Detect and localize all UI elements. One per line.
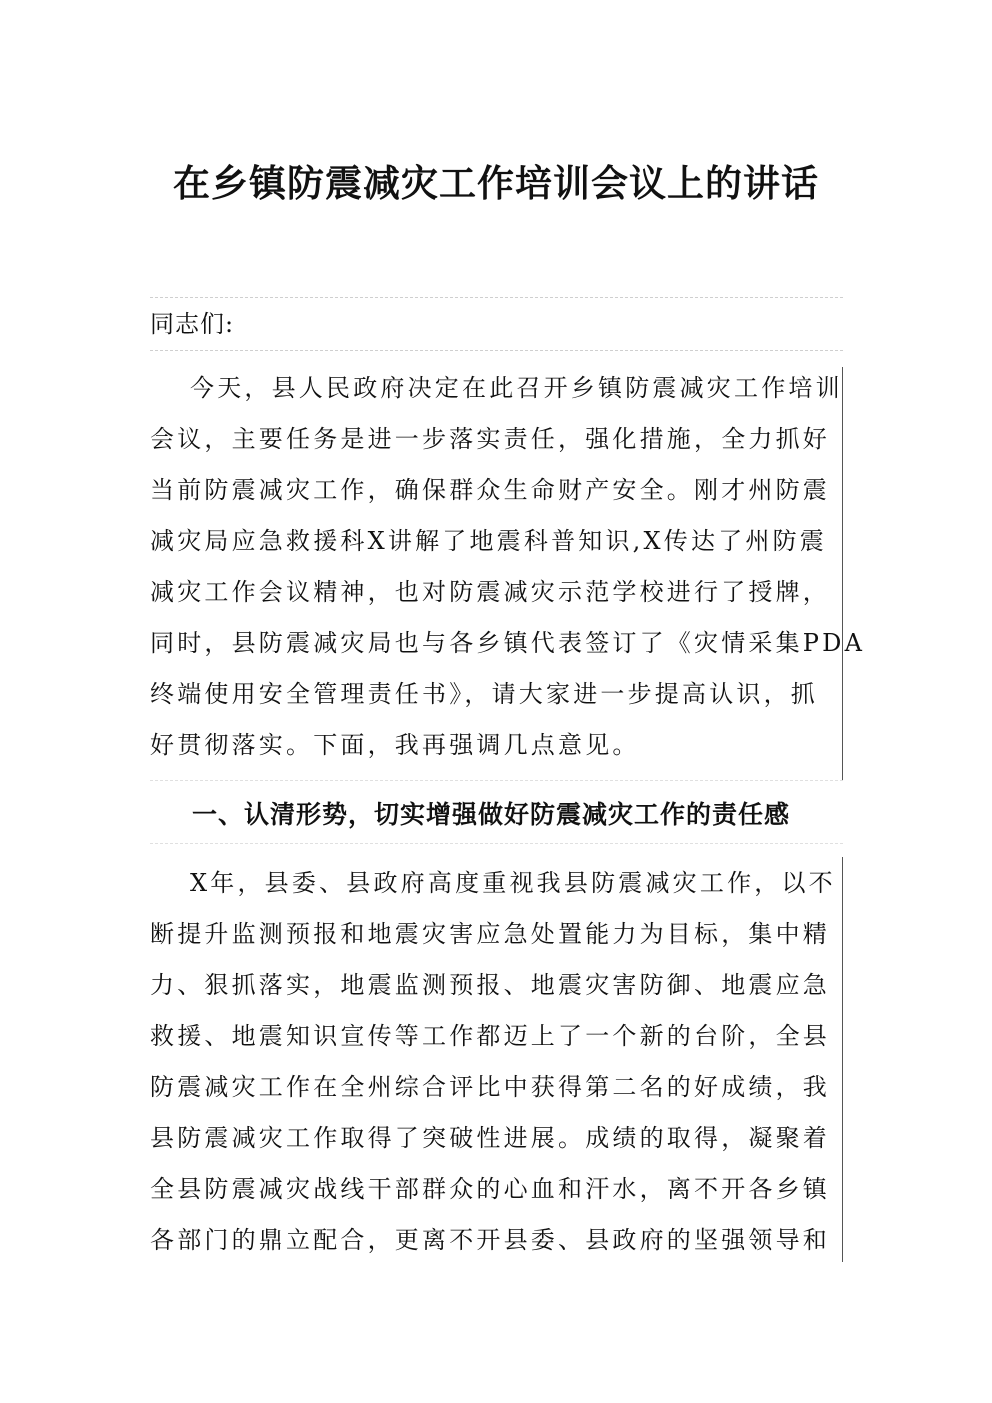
section-heading: 一、认清形势，切实增强做好防震减灾工作的责任感 [192, 800, 791, 829]
text-line: 力、狠抓落实，地震监测预报、地震灾害防御、地震应急 [150, 971, 830, 999]
paragraph-achievements [150, 857, 843, 1262]
text-line: 今天，县人民政府决定在此召开乡镇防震减灾工作培训 [190, 374, 843, 402]
text-line: 好贯彻落实。下面，我再强调几点意见。 [150, 731, 640, 759]
document-title: 在乡镇防震减灾工作培训会议上的讲话 [173, 161, 819, 205]
salutation-block [150, 297, 843, 351]
paragraph-intro [150, 367, 866, 781]
text-line: 防震减灾工作在全州综合评比中获得第二名的好成绩，我 [150, 1073, 830, 1101]
text-line: 全县防震减灾战线干部群众的心血和汗水，离不开各乡镇 [150, 1175, 830, 1203]
text-line: 当前防震减灾工作，确保群众生命财产安全。刚才州防震 [150, 476, 830, 504]
text-line: 县防震减灾工作取得了突破性进展。成绩的取得，凝聚着 [150, 1124, 830, 1152]
section-heading-block [150, 780, 843, 844]
text-line: 断提升监测预报和地震灾害应急处置能力为目标，集中精 [150, 920, 830, 948]
text-line: 会议，主要任务是进一步落实责任，强化措施，全力抓好 [150, 425, 830, 453]
text-line: 终端使用安全管理责任书》，请大家进一步提高认识，抓 [150, 680, 818, 708]
text-line: 救援、地震知识宣传等工作都迈上了一个新的台阶，全县 [150, 1022, 830, 1050]
text-line: 减灾工作会议精神，也对防震减灾示范学校进行了授牌， [150, 578, 830, 606]
text-line: 减灾局应急救援科X讲解了地震科普知识,X传达了州防震 [150, 527, 827, 555]
text-line: X年，县委、县政府高度重视我县防震减灾工作，以不 [190, 869, 836, 897]
salutation: 同志们: [150, 310, 235, 338]
text-line: 各部门的鼎立配合，更离不开县委、县政府的坚强领导和 [150, 1226, 830, 1254]
text-line: 同时，县防震减灾局也与各乡镇代表签订了《灾情采集PDA [150, 629, 866, 657]
